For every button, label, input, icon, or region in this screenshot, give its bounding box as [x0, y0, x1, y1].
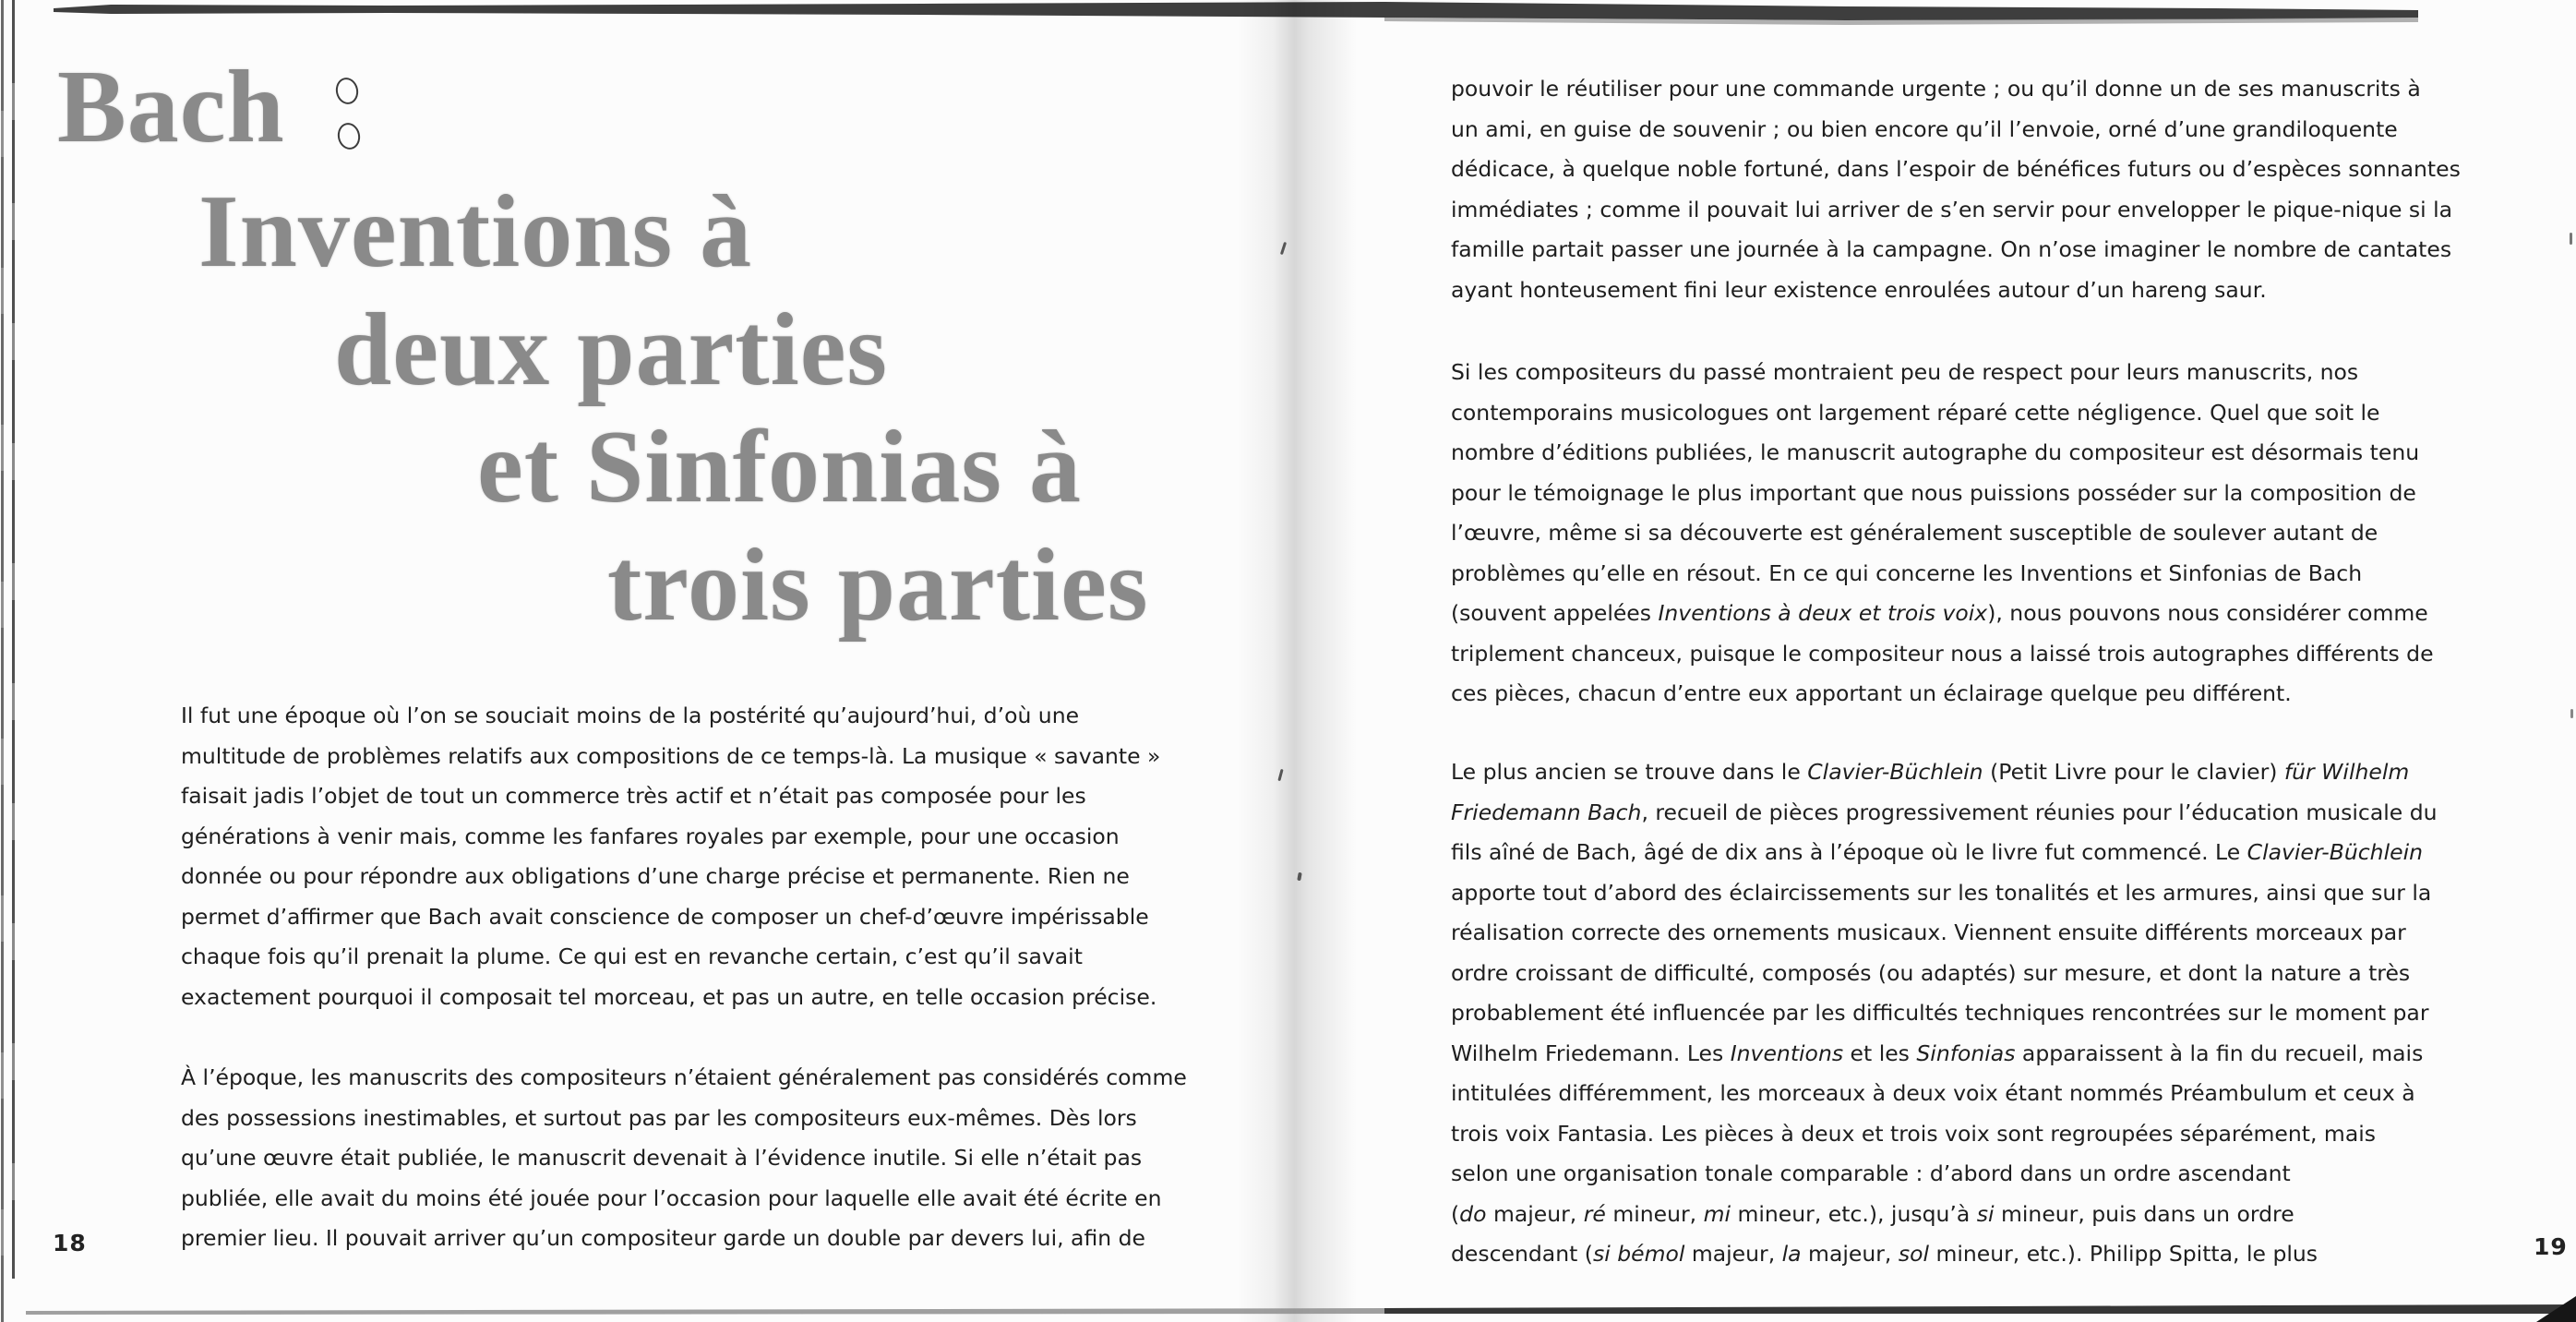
paragraph	[1451, 752, 2503, 1275]
text-line: fils aîné de Bach, âgé de dix ans à l’époque où le livre fut commencé. Le Clavier-Büchlein	[1451, 839, 2423, 865]
text-line: intitulées différemment, les morceaux à deux voix étant nommés Préambulum et ceux à	[1451, 1080, 2415, 1106]
text-line: donnée ou pour répondre aux obligations d’une charge précise et permanente. Rien ne	[181, 863, 1130, 889]
scan-speck	[2570, 709, 2573, 718]
text-line: ordre croissant de difficulté, composés (ou adaptés) sur mesure, et dont la nature a très	[1451, 959, 2411, 986]
text-line: Si les compositeurs du passé montraient peu de respect pour leurs manuscrits, nos	[1451, 359, 2359, 385]
paragraph	[1451, 69, 2503, 310]
text-line: faisait jadis l’objet de tout un commerce très actif et n’était pas composée pour les	[181, 783, 1086, 809]
text-line: apporte tout d’abord des éclaircissements sur les tonalités et les armures, ainsi que sur la	[1451, 879, 2432, 906]
title-colon-dot-icon	[335, 121, 363, 151]
page-number-left: 18	[53, 1230, 87, 1256]
paragraph	[181, 1058, 1233, 1259]
text-line: selon une organisation tonale comparable : d’abord dans un ordre ascendant	[1451, 1160, 2291, 1186]
text-line: contemporains musicologues ont largement réparé cette négligence. Quel que soit le	[1451, 399, 2380, 426]
paragraph	[181, 696, 1233, 1017]
title-line-trois-parties: trois parties	[607, 528, 1149, 643]
text-line: (do majeur, ré mineur, mi mineur, etc.), jusqu’à si mineur, puis dans un ordre	[1451, 1200, 2294, 1227]
text-line: problèmes qu’elle en résout. En ce qui concerne les Inventions et Sinfonias de Bach	[1451, 559, 2363, 586]
text-line: réalisation correcte des ornements musicaux. Viennent ensuite différents morceaux par	[1451, 919, 2406, 945]
title-line-bach: Bach	[57, 50, 285, 164]
text-line: chaque fois qu’il prenait la plume. Ce qui est en revanche certain, c’est qu’il savait	[181, 943, 1083, 969]
text-line: ayant honteusement fini leur existence enroulées autour d’un hareng saur.	[1451, 276, 2267, 303]
text-line: multitude de problèmes relatifs aux compositions de ce temps-là. La musique « savante »	[181, 742, 1161, 769]
text-line: Wilhelm Friedemann. Les Inventions et les Sinfonias apparaissent à la fin du recueil, mais	[1451, 1040, 2424, 1066]
title-line-inventions: Inventions à	[198, 174, 753, 289]
text-line: Friedemann Bach, recueil de pièces progressivement réunies pour l’éducation musicale du	[1451, 799, 2438, 825]
title-line-et-sinfonias: et Sinfonias à	[477, 410, 1082, 524]
title-colon-dot-icon	[333, 76, 361, 106]
text-line: l’œuvre, même si sa découverte est généralement susceptible de soulever autant de	[1451, 520, 2378, 546]
text-line: des possessions inestimables, et surtout pas par les compositeurs eux-mêmes. Dès lors	[181, 1104, 1137, 1131]
right-page	[1288, 0, 2576, 1322]
text-line: Il fut une époque où l’on se souciait moins de la postérité qu’aujourd’hui, d’où une	[181, 703, 1080, 728]
text-line: probablement été influencée par les difficultés techniques rencontrées sur le moment par	[1451, 1000, 2429, 1026]
paragraph	[1451, 353, 2503, 715]
text-line: pour le témoignage le plus important que nous puissions posséder sur la composition de	[1451, 479, 2416, 506]
text-line: pouvoir le réutiliser pour une commande urgente ; ou qu’il donne un de ses manuscrits à	[1451, 76, 2421, 102]
text-line: nombre d’éditions publiées, le manuscrit autographe du compositeur est désormais tenu	[1451, 439, 2420, 465]
text-line: triplement chanceux, puisque le compositeur nous a laissé trois autographes différents de	[1451, 640, 2434, 667]
text-line: trois voix Fantasia. Les pièces à deux et trois voix sont regroupées séparément, mais	[1451, 1120, 2376, 1147]
text-line: un ami, en guise de souvenir ; ou bien encore qu’il l’envoie, orné d’une grandiloquente	[1451, 115, 2398, 142]
text-line: Le plus ancien se trouve dans le Clavier-Büchlein (Petit Livre pour le clavier) für Wilhelm	[1451, 759, 2410, 785]
text-line: permet d’affirmer que Bach avait conscience de composer un chef-d’œuvre impérissable	[181, 903, 1149, 930]
text-line: ces pièces, chacun d’entre eux apportant un éclairage quelque peu différent.	[1451, 680, 2292, 706]
text-line: dédicace, à quelque noble fortuné, dans l’espoir de bénéfices futurs ou d’espèces sonnantes	[1451, 156, 2461, 182]
scan-speck	[2570, 233, 2572, 245]
text-line: (souvent appelées Inventions à deux et trois voix), nous pouvons nous considérer comme	[1451, 600, 2428, 626]
text-line: À l’époque, les manuscrits des compositeurs n’étaient généralement pas considérés comme	[181, 1064, 1187, 1090]
text-line: exactement pourquoi il composait tel morceau, et pas un autre, en telle occasion précise.	[181, 983, 1157, 1010]
text-line: famille partait passer une journée à la campagne. On n’ose imaginer le nombre de cantates	[1451, 236, 2452, 262]
title-line-deux-parties: deux parties	[334, 293, 888, 407]
text-line: qu’une œuvre était publiée, le manuscrit devenait à l’évidence inutile. Si elle n’était pas	[181, 1145, 1143, 1171]
text-line: publiée, elle avait du moins été jouée pour l’occasion pour laquelle elle avait été écrite en	[181, 1184, 1162, 1211]
text-line: générations à venir mais, comme les fanfares royales par exemple, pour une occasion	[181, 823, 1120, 849]
text-line: immédiates ; comme il pouvait lui arriver de s’en servir pour envelopper le pique-nique si la	[1451, 196, 2453, 222]
text-line: descendant (si bémol majeur, la majeur, sol mineur, etc.). Philipp Spitta, le plus	[1451, 1241, 2318, 1267]
page-number-right: 19	[2534, 1233, 2568, 1260]
text-line: premier lieu. Il pouvait arriver qu’un compositeur garde un double par devers lui, afin de	[181, 1225, 1145, 1251]
